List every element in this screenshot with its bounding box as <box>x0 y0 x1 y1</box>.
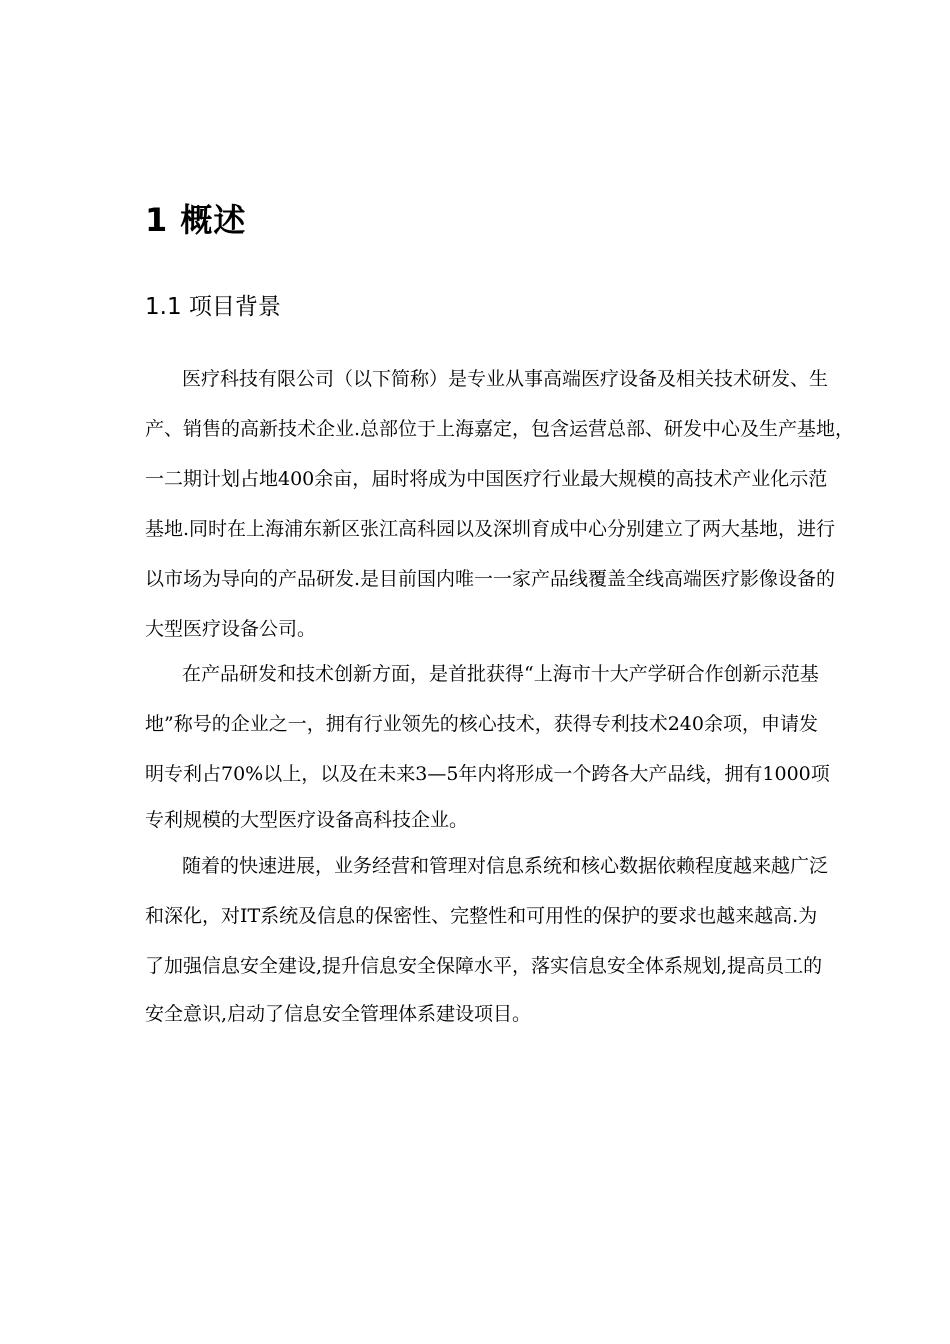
paragraph-line: 专利规模的大型医疗设备高科技企业。 <box>145 809 469 831</box>
paragraph-line: 地”称号的企业之一，拥有行业领先的核心技术，获得专利技术240余项，申请发 <box>145 713 818 735</box>
paragraph-line: 了加强信息安全建设,提升信息安全保障水平，落实信息安全体系规划,提高员工的 <box>145 955 823 977</box>
chapter-heading: 1 概述 <box>145 201 247 239</box>
paragraph-line: 基地.同时在上海浦东新区张江高科园以及深圳育成中心分别建立了两大基地，进行 <box>145 518 836 540</box>
paragraph-line: 产、销售的高新技术企业.总部位于上海嘉定，包含运营总部、研发中心及生产基地， <box>145 418 855 440</box>
section-heading: 1.1 项目背景 <box>145 294 281 320</box>
paragraph-line: 在产品研发和技术创新方面，是首批获得“上海市十大产学研合作创新示范基 <box>182 663 819 685</box>
paragraph-line: 明专利占70%以上，以及在未来3—5年内将形成一个跨各大产品线，拥有1000项 <box>145 763 830 785</box>
paragraph-line: 和深化，对IT系统及信息的保密性、完整性和可用性的保护的要求也越来越高.为 <box>145 905 818 927</box>
paragraph-line: 一二期计划占地400余亩，届时将成为中国医疗行业最大规模的高技术产业化示范 <box>145 468 828 490</box>
paragraph-line: 医疗科技有限公司（以下简称）是专业从事高端医疗设备及相关技术研发、生 <box>182 368 829 390</box>
paragraph-line: 随着的快速进展，业务经营和管理对信息系统和核心数据依赖程度越来越广泛 <box>182 855 829 877</box>
paragraph-line: 安全意识,启动了信息安全管理体系建设项目。 <box>145 1003 532 1025</box>
paragraph-line: 大型医疗设备公司。 <box>145 618 317 640</box>
paragraph-line: 以市场为导向的产品研发.是目前国内唯一一家产品线覆盖全线高端医疗影像设备的 <box>145 568 836 590</box>
